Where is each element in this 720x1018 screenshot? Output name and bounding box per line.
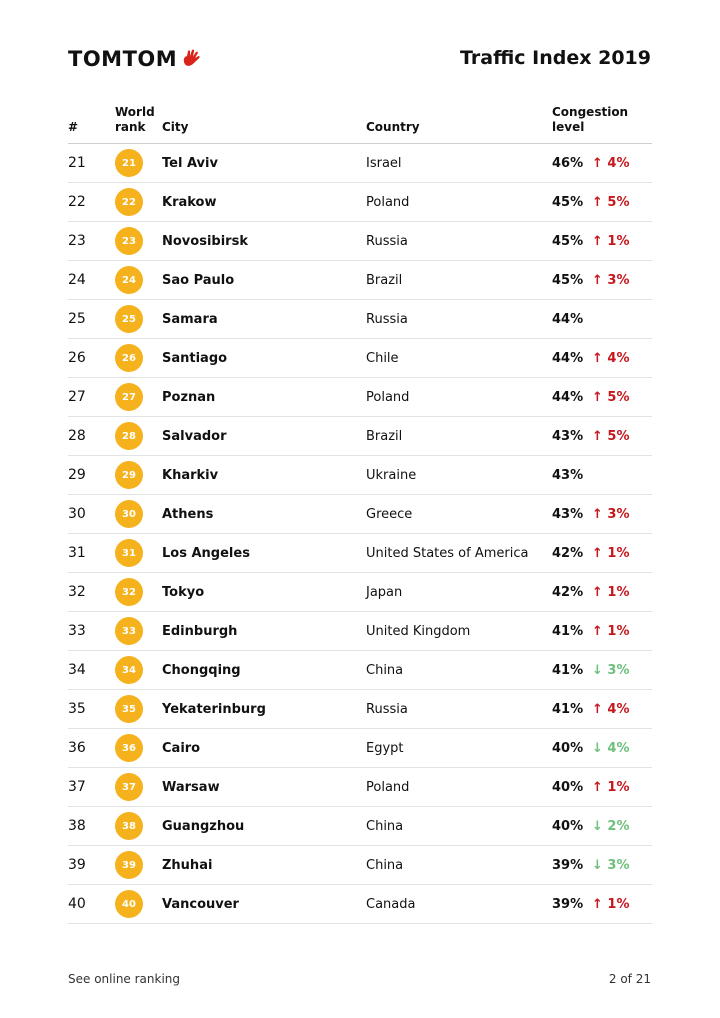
- world-rank-badge: 25: [115, 305, 143, 333]
- world-rank-cell: [115, 690, 162, 729]
- congestion-cell: [552, 573, 652, 612]
- arrow-up-icon: ↑: [592, 155, 608, 171]
- arrow-up-icon: ↑: [592, 545, 608, 561]
- world-rank-cell: [115, 846, 162, 885]
- world-rank-cell: [115, 729, 162, 768]
- congestion-level: 40%: [552, 779, 584, 795]
- congestion-change: [592, 780, 630, 795]
- country-name: China: [366, 807, 552, 846]
- row-number: 36: [68, 729, 115, 768]
- world-rank-cell: [115, 339, 162, 378]
- world-rank-badge: 30: [115, 500, 143, 528]
- congestion-change-value: 1%: [607, 779, 630, 795]
- congestion-level: 45%: [552, 272, 584, 288]
- row-number: 39: [68, 846, 115, 885]
- row-number: 32: [68, 573, 115, 612]
- country-name: China: [366, 846, 552, 885]
- congestion-change: [592, 507, 630, 522]
- congestion-cell: [552, 690, 652, 729]
- congestion-change-value: 5%: [607, 194, 630, 210]
- congestion-change-value: 3%: [607, 272, 630, 288]
- country-name: United Kingdom: [366, 612, 552, 651]
- row-number: 35: [68, 690, 115, 729]
- congestion-change-value: 2%: [607, 818, 630, 834]
- congestion-change-value: 4%: [607, 701, 630, 717]
- city-name: Guangzhou: [162, 807, 366, 846]
- city-name: Samara: [162, 300, 366, 339]
- congestion-cell: [552, 261, 652, 300]
- congestion-change: [592, 429, 630, 444]
- congestion-change: [592, 897, 630, 912]
- congestion-change-value: 4%: [607, 740, 630, 756]
- arrow-down-icon: ↓: [592, 857, 608, 873]
- world-rank-badge: 23: [115, 227, 143, 255]
- row-number: 27: [68, 378, 115, 417]
- world-rank-cell: [115, 651, 162, 690]
- city-name: Vancouver: [162, 885, 366, 924]
- row-number: 28: [68, 417, 115, 456]
- world-rank-badge: 28: [115, 422, 143, 450]
- table-row: [68, 729, 652, 768]
- row-number: 21: [68, 144, 115, 183]
- world-rank-badge: 29: [115, 461, 143, 489]
- world-rank-cell: [115, 612, 162, 651]
- congestion-change: [592, 156, 630, 171]
- city-name: Santiago: [162, 339, 366, 378]
- congestion-change: [592, 858, 630, 873]
- world-rank-cell: [115, 885, 162, 924]
- world-rank-badge: 27: [115, 383, 143, 411]
- congestion-cell: [552, 300, 652, 339]
- world-rank-badge: 36: [115, 734, 143, 762]
- page-number: 2 of 21: [608, 972, 651, 986]
- table-row: [68, 261, 652, 300]
- world-rank-cell: [115, 300, 162, 339]
- table-row: [68, 144, 652, 183]
- table-row: [68, 222, 652, 261]
- world-rank-badge: 24: [115, 266, 143, 294]
- arrow-up-icon: ↑: [592, 194, 608, 210]
- arrow-up-icon: ↑: [592, 779, 608, 795]
- logo-text: TOMTOM: [68, 47, 178, 71]
- arrow-up-icon: ↑: [592, 896, 608, 912]
- row-number: 30: [68, 495, 115, 534]
- country-name: China: [366, 651, 552, 690]
- table-header-row: [68, 105, 652, 144]
- congestion-level: 44%: [552, 350, 584, 366]
- world-rank-cell: [115, 183, 162, 222]
- congestion-change: [592, 585, 630, 600]
- row-number: 29: [68, 456, 115, 495]
- congestion-change-value: 1%: [607, 584, 630, 600]
- header-city: City: [162, 105, 366, 144]
- country-name: Russia: [366, 300, 552, 339]
- congestion-level: 43%: [552, 506, 584, 522]
- world-rank-cell: [115, 495, 162, 534]
- table-row: [68, 807, 652, 846]
- country-name: Japan: [366, 573, 552, 612]
- row-number: 33: [68, 612, 115, 651]
- congestion-cell: [552, 183, 652, 222]
- city-name: Kharkiv: [162, 456, 366, 495]
- city-name: Sao Paulo: [162, 261, 366, 300]
- header-world-rank-line2: rank: [115, 120, 146, 134]
- congestion-change-value: 3%: [607, 506, 630, 522]
- congestion-cell: [552, 222, 652, 261]
- congestion-change-value: 4%: [607, 350, 630, 366]
- world-rank-badge: 34: [115, 656, 143, 684]
- congestion-level: 45%: [552, 233, 584, 249]
- congestion-change-value: 1%: [607, 623, 630, 639]
- congestion-change-value: 1%: [607, 896, 630, 912]
- table-row: [68, 495, 652, 534]
- arrow-down-icon: ↓: [592, 818, 608, 834]
- country-name: Poland: [366, 378, 552, 417]
- congestion-change: [592, 351, 630, 366]
- country-name: Ukraine: [366, 456, 552, 495]
- congestion-cell: [552, 534, 652, 573]
- world-rank-badge: 35: [115, 695, 143, 723]
- world-rank-badge: 38: [115, 812, 143, 840]
- page-title: Traffic Index 2019: [460, 47, 651, 69]
- country-name: Canada: [366, 885, 552, 924]
- arrow-up-icon: ↑: [592, 506, 608, 522]
- table-row: [68, 378, 652, 417]
- arrow-up-icon: ↑: [592, 350, 608, 366]
- congestion-cell: [552, 729, 652, 768]
- congestion-cell: [552, 885, 652, 924]
- arrow-up-icon: ↑: [592, 701, 608, 717]
- city-name: Warsaw: [162, 768, 366, 807]
- table-row: [68, 846, 652, 885]
- world-rank-cell: [115, 768, 162, 807]
- header-country: Country: [366, 105, 552, 144]
- congestion-cell: [552, 378, 652, 417]
- congestion-change: [592, 273, 630, 288]
- congestion-level: 42%: [552, 545, 584, 561]
- arrow-up-icon: ↑: [592, 584, 608, 600]
- table-row: [68, 339, 652, 378]
- congestion-level: 44%: [552, 311, 584, 327]
- congestion-change-value: 5%: [607, 389, 630, 405]
- row-number: 25: [68, 300, 115, 339]
- arrow-down-icon: ↓: [592, 740, 608, 756]
- congestion-level: 39%: [552, 857, 584, 873]
- world-rank-badge: 26: [115, 344, 143, 372]
- city-name: Zhuhai: [162, 846, 366, 885]
- table-row: [68, 573, 652, 612]
- congestion-cell: [552, 456, 652, 495]
- congestion-change: [592, 546, 630, 561]
- congestion-level: 45%: [552, 194, 584, 210]
- city-name: Krakow: [162, 183, 366, 222]
- congestion-level: 43%: [552, 428, 584, 444]
- header-congestion-level: Congestion level: [552, 105, 652, 144]
- arrow-up-icon: ↑: [592, 623, 608, 639]
- row-number: 40: [68, 885, 115, 924]
- congestion-level: 40%: [552, 740, 584, 756]
- city-name: Chongqing: [162, 651, 366, 690]
- congestion-change: [592, 741, 630, 756]
- city-name: Novosibirsk: [162, 222, 366, 261]
- city-name: Tel Aviv: [162, 144, 366, 183]
- tomtom-logo: [68, 47, 202, 71]
- world-rank-badge: 40: [115, 890, 143, 918]
- country-name: United States of America: [366, 534, 552, 573]
- table-row: [68, 690, 652, 729]
- congestion-change-value: 1%: [607, 545, 630, 561]
- city-name: Salvador: [162, 417, 366, 456]
- ranking-table: [68, 105, 652, 924]
- congestion-level: 44%: [552, 389, 584, 405]
- arrow-up-icon: ↑: [592, 233, 608, 249]
- congestion-cell: [552, 651, 652, 690]
- world-rank-cell: [115, 807, 162, 846]
- row-number: 26: [68, 339, 115, 378]
- country-name: Russia: [366, 690, 552, 729]
- congestion-cell: [552, 768, 652, 807]
- world-rank-cell: [115, 417, 162, 456]
- congestion-change-value: 3%: [607, 662, 630, 678]
- congestion-level: 41%: [552, 662, 584, 678]
- world-rank-cell: [115, 144, 162, 183]
- world-rank-badge: 31: [115, 539, 143, 567]
- table-row: [68, 885, 652, 924]
- city-name: Tokyo: [162, 573, 366, 612]
- city-name: Poznan: [162, 378, 366, 417]
- row-number: 38: [68, 807, 115, 846]
- congestion-level: 41%: [552, 623, 584, 639]
- arrow-up-icon: ↑: [592, 428, 608, 444]
- world-rank-cell: [115, 534, 162, 573]
- world-rank-cell: [115, 261, 162, 300]
- row-number: 24: [68, 261, 115, 300]
- table-row: [68, 534, 652, 573]
- congestion-change-value: 4%: [607, 155, 630, 171]
- congestion-level: 39%: [552, 896, 584, 912]
- congestion-change: [592, 195, 630, 210]
- header-number: #: [68, 105, 115, 144]
- congestion-change: [592, 702, 630, 717]
- world-rank-cell: [115, 573, 162, 612]
- congestion-change-value: 3%: [607, 857, 630, 873]
- arrow-down-icon: ↓: [592, 662, 608, 678]
- world-rank-cell: [115, 222, 162, 261]
- world-rank-badge: 37: [115, 773, 143, 801]
- congestion-change: [592, 663, 630, 678]
- row-number: 31: [68, 534, 115, 573]
- congestion-level: 40%: [552, 818, 584, 834]
- congestion-cell: [552, 339, 652, 378]
- row-number: 34: [68, 651, 115, 690]
- congestion-change: [592, 819, 630, 834]
- country-name: Egypt: [366, 729, 552, 768]
- congestion-cell: [552, 495, 652, 534]
- congestion-level: 42%: [552, 584, 584, 600]
- row-number: 22: [68, 183, 115, 222]
- world-rank-badge: 39: [115, 851, 143, 879]
- country-name: Greece: [366, 495, 552, 534]
- country-name: Russia: [366, 222, 552, 261]
- table-row: [68, 300, 652, 339]
- country-name: Israel: [366, 144, 552, 183]
- congestion-change: [592, 234, 630, 249]
- see-online-ranking-link[interactable]: See online ranking: [68, 972, 181, 986]
- congestion-cell: [552, 612, 652, 651]
- congestion-cell: [552, 846, 652, 885]
- world-rank-cell: [115, 456, 162, 495]
- congestion-cell: [552, 417, 652, 456]
- table-row: [68, 651, 652, 690]
- congestion-cell: [552, 807, 652, 846]
- world-rank-badge: 32: [115, 578, 143, 606]
- table-body: [68, 144, 652, 924]
- row-number: 37: [68, 768, 115, 807]
- country-name: Poland: [366, 183, 552, 222]
- congestion-change: [592, 624, 630, 639]
- world-rank-cell: [115, 378, 162, 417]
- congestion-cell: [552, 144, 652, 183]
- congestion-level: 43%: [552, 467, 584, 483]
- header-world-rank: [115, 105, 162, 144]
- city-name: Athens: [162, 495, 366, 534]
- congestion-change-value: 1%: [607, 233, 630, 249]
- arrow-up-icon: ↑: [592, 272, 608, 288]
- country-name: Brazil: [366, 261, 552, 300]
- country-name: Brazil: [366, 417, 552, 456]
- table-row: [68, 768, 652, 807]
- world-rank-badge: 21: [115, 149, 143, 177]
- header-world-rank-line1: World: [115, 105, 155, 119]
- table-row: [68, 456, 652, 495]
- city-name: Edinburgh: [162, 612, 366, 651]
- country-name: Poland: [366, 768, 552, 807]
- world-rank-badge: 33: [115, 617, 143, 645]
- congestion-change-value: 5%: [607, 428, 630, 444]
- table-row: [68, 612, 652, 651]
- city-name: Cairo: [162, 729, 366, 768]
- table-row: [68, 183, 652, 222]
- city-name: Los Angeles: [162, 534, 366, 573]
- congestion-level: 41%: [552, 701, 584, 717]
- arrow-up-icon: ↑: [592, 389, 608, 405]
- world-rank-badge: 22: [115, 188, 143, 216]
- congestion-change: [592, 390, 630, 405]
- table-row: [68, 417, 652, 456]
- congestion-level: 46%: [552, 155, 584, 171]
- row-number: 23: [68, 222, 115, 261]
- city-name: Yekaterinburg: [162, 690, 366, 729]
- country-name: Chile: [366, 339, 552, 378]
- tomtom-hand-icon: [180, 48, 202, 70]
